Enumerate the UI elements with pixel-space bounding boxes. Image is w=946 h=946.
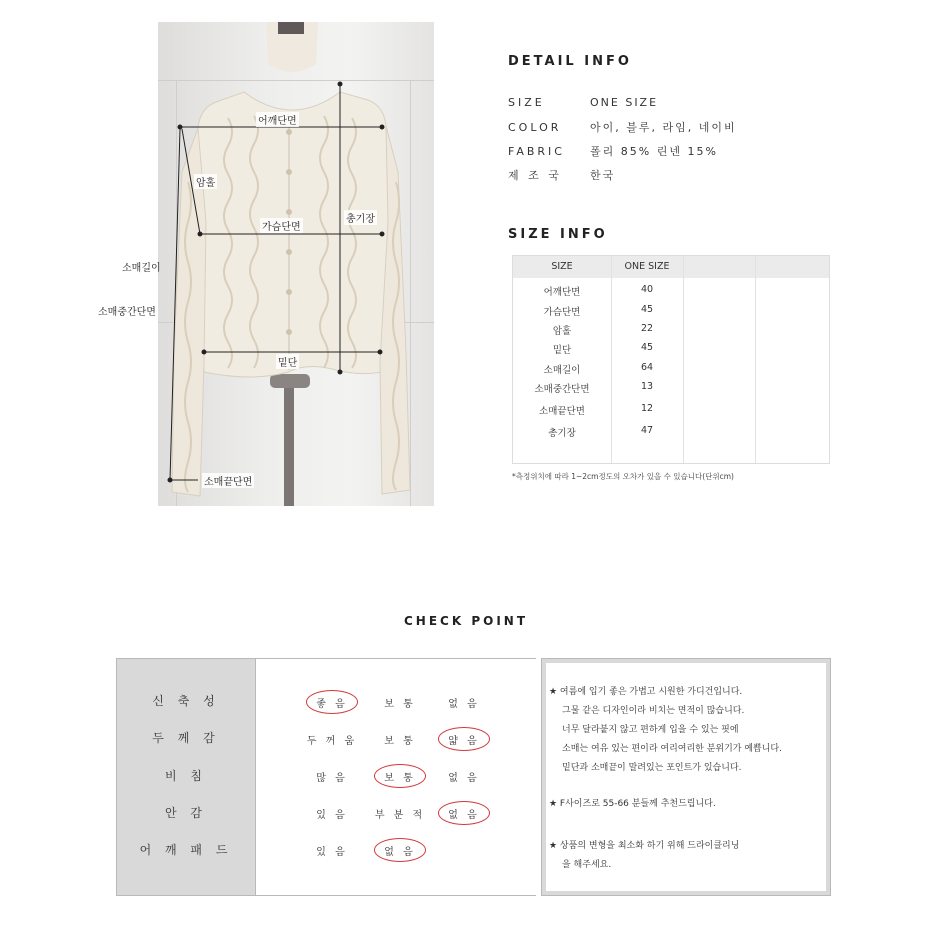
- label-hem: 밑단: [276, 354, 299, 369]
- cp-option: 보 통: [384, 699, 416, 710]
- cp-option: 있 음: [316, 810, 348, 821]
- cp-note: 을 해주세요.: [562, 860, 612, 870]
- size-row-label: 밑단: [552, 345, 572, 356]
- label-total-length: 총기장: [344, 210, 377, 225]
- cp-option: 있 음: [316, 847, 348, 858]
- size-row-value: 22: [640, 323, 654, 334]
- cp-option-selected: 없 음: [429, 806, 499, 821]
- product-photo: [158, 22, 434, 506]
- size-header-value: ONE SIZE: [624, 261, 670, 272]
- detail-value: 폴리 85% 린넨 15%: [590, 145, 718, 158]
- detail-key: 제 조 국: [508, 169, 562, 182]
- cp-note: 그물 같은 디자인이라 비치는 면적이 많습니다.: [562, 706, 745, 716]
- size-note: *측정위치에 따라 1~2cm정도의 오차가 있을 수 있습니다(단위cm): [512, 472, 734, 481]
- cp-option-selected: 좋 음: [297, 695, 367, 710]
- detail-row-size: [508, 96, 658, 109]
- size-row-value: 45: [640, 342, 654, 353]
- cardigan-illustration: [158, 22, 434, 506]
- label-sleeve-end: 소매끝단면: [202, 473, 254, 488]
- detail-row-origin: [508, 167, 615, 183]
- size-row-value: 45: [640, 304, 654, 315]
- label-armhole: 암홀: [194, 174, 217, 189]
- label-sleeve-length: 소매길이: [122, 263, 161, 274]
- cp-label-shoulder-pad: 어 깨 패 드: [139, 843, 233, 857]
- size-row-value: 64: [640, 362, 654, 373]
- cp-option: 없 음: [448, 773, 480, 784]
- detail-row-fabric: [508, 143, 718, 159]
- cp-option-selected: 얇 음: [429, 732, 499, 747]
- cp-option: 보 통: [384, 736, 416, 747]
- cp-note: 너무 달라붙지 않고 편하게 입을 수 있는 핏에: [562, 725, 739, 735]
- check-point-table: [116, 658, 536, 896]
- label-chest: 가슴단면: [260, 218, 303, 233]
- size-table: [512, 255, 830, 464]
- size-row-label: 가슴단면: [543, 307, 581, 318]
- cp-option: 많 음: [316, 773, 348, 784]
- detail-value: 아이, 블루, 라임, 네이비: [590, 121, 737, 134]
- size-row-label: 소매끝단면: [539, 406, 585, 417]
- cp-note: 밑단과 소매끝이 말려있는 포인트가 있습니다.: [562, 763, 742, 773]
- size-info-title: SIZE INFO: [508, 227, 608, 242]
- check-point-title: CHECK POINT: [404, 614, 529, 628]
- detail-info-title: DETAIL INFO: [508, 54, 632, 69]
- cp-label-sheer: 비 침: [165, 769, 207, 783]
- size-row-value: 13: [640, 381, 654, 392]
- cp-note: ★ F사이즈로 55-66 분들께 추천드립니다.: [549, 799, 716, 809]
- size-header-label: SIZE: [551, 261, 573, 272]
- label-sleeve-mid: 소매중간단면: [98, 307, 156, 318]
- cp-note: ★ 여름에 입기 좋은 가볍고 시원한 가디건입니다.: [549, 687, 743, 697]
- cp-note: 소매는 여유 있는 편이라 여리여리한 분위기가 예쁩니다.: [562, 744, 782, 754]
- detail-row-color: [508, 119, 737, 135]
- detail-key: COLOR: [508, 121, 562, 134]
- size-row-value: 40: [640, 284, 654, 295]
- detail-value: 한국: [590, 169, 616, 182]
- cp-option-selected: 보 통: [365, 769, 435, 784]
- size-row-label: 소매중간단면: [534, 384, 590, 395]
- detail-key: SIZE: [508, 96, 545, 109]
- size-row-label: 암홀: [552, 326, 572, 337]
- size-row-label: 총기장: [548, 428, 576, 439]
- cp-label-stretch: 신 축 성: [152, 694, 220, 708]
- label-shoulder: 어깨단면: [256, 112, 299, 127]
- size-row-label: 어깨단면: [543, 287, 581, 298]
- cp-label-thickness: 두 께 감: [152, 731, 220, 745]
- detail-value: ONE SIZE: [590, 96, 659, 109]
- size-row-value: 47: [640, 425, 654, 436]
- cp-option: 없 음: [448, 699, 480, 710]
- cp-option-selected: 없 음: [365, 843, 435, 858]
- cp-note: ★ 상품의 변형을 최소화 하기 위해 드라이클리닝: [549, 841, 740, 851]
- detail-key: FABRIC: [508, 145, 565, 158]
- cp-option: 두 꺼 움: [306, 736, 358, 747]
- size-row-label: 소매길이: [543, 365, 581, 376]
- cp-option: 부 분 적: [374, 810, 426, 821]
- size-row-value: 12: [640, 403, 654, 414]
- cp-label-lining: 안 감: [165, 806, 207, 820]
